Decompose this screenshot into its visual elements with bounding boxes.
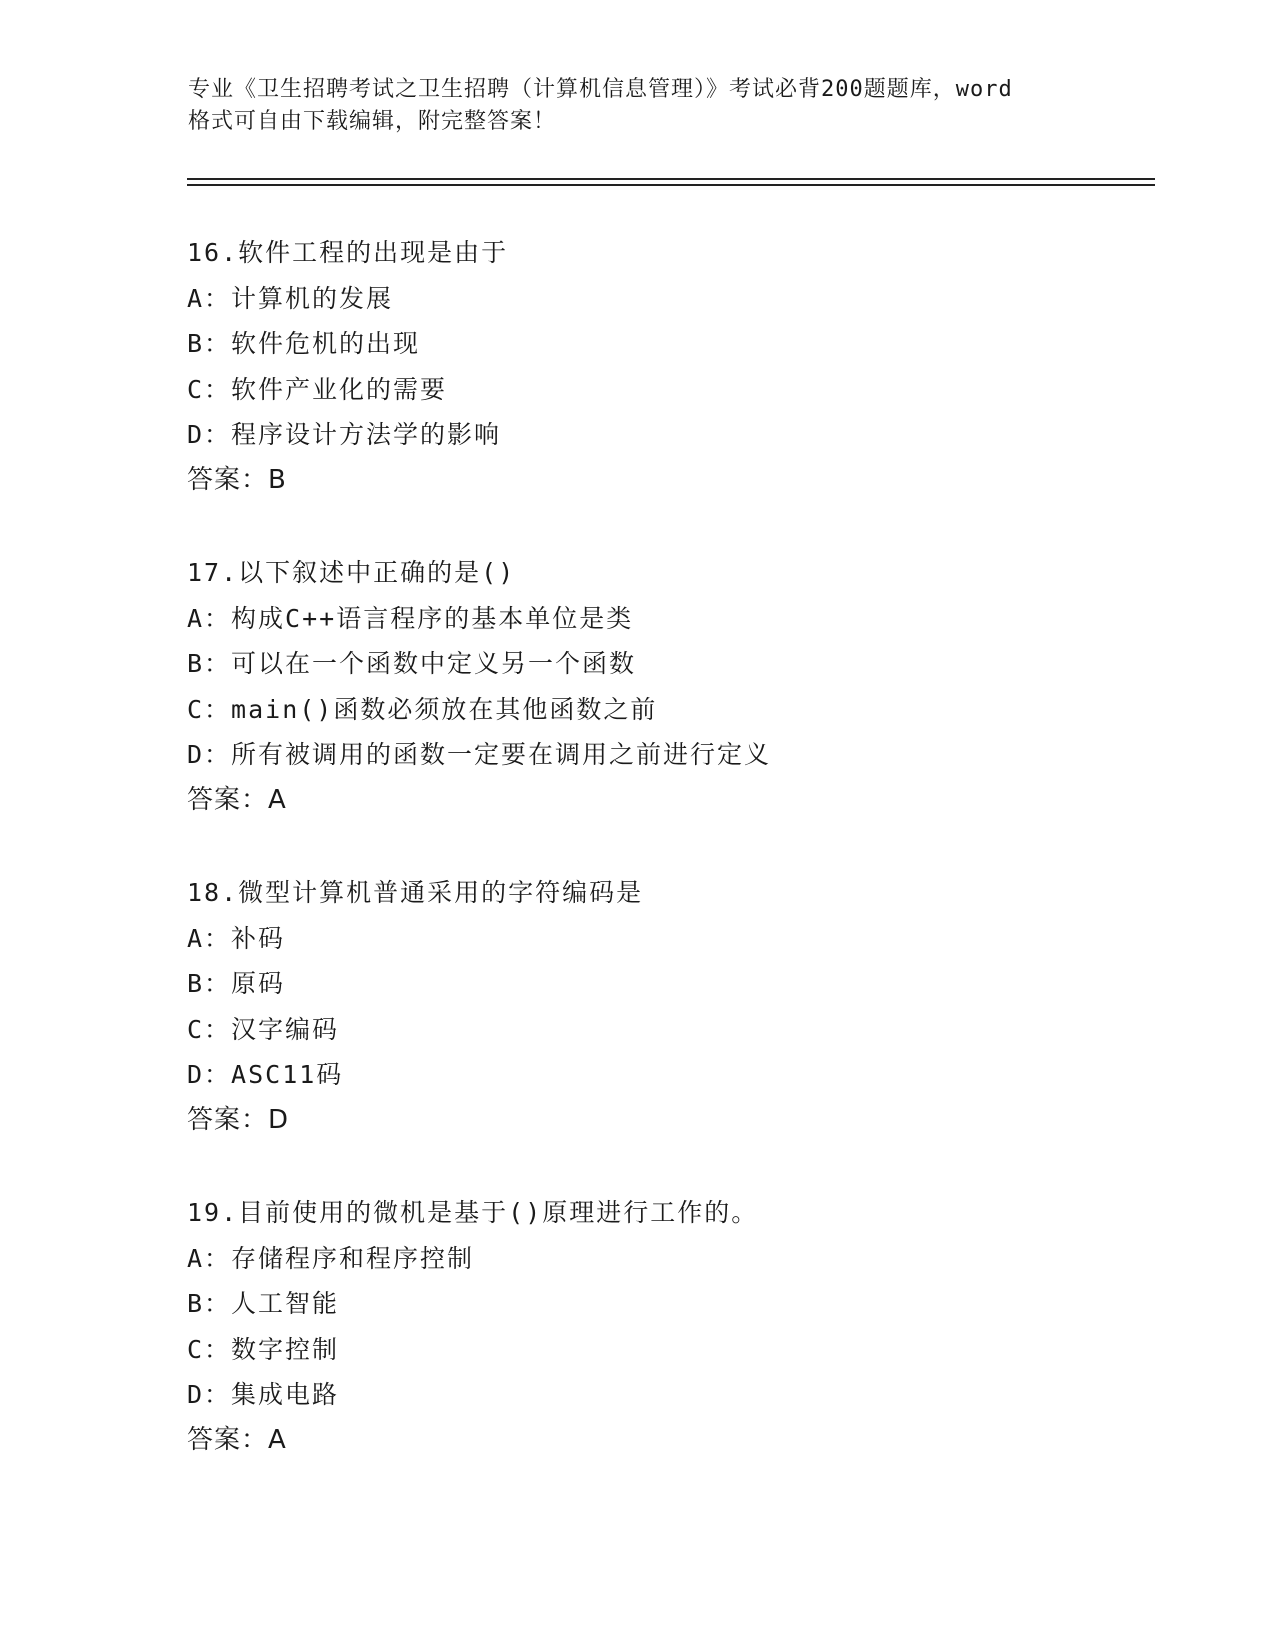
option-c: C：汉字编码 bbox=[187, 1014, 340, 1044]
question-19 bbox=[187, 1190, 1147, 1510]
question-18 bbox=[187, 870, 1147, 1190]
option-b: B：原码 bbox=[187, 969, 286, 998]
document-header bbox=[188, 74, 1088, 138]
option-d: D：集成电路 bbox=[187, 1380, 340, 1409]
option-b: B：人工智能 bbox=[187, 1289, 340, 1318]
question-stem: 17.以下叙述中正确的是() bbox=[187, 558, 516, 587]
question-17 bbox=[187, 550, 1147, 870]
question-16 bbox=[187, 230, 1147, 550]
option-a: A：补码 bbox=[187, 923, 286, 953]
header-title-line-1: 专业《卫生招聘考试之卫生招聘（计算机信息管理）》考试必背200题题库，word bbox=[188, 77, 1013, 102]
answer: 答案：D bbox=[187, 1104, 290, 1135]
option-d: D：所有被调用的函数一定要在调用之前进行定义 bbox=[187, 740, 772, 769]
answer: 答案：A bbox=[187, 784, 287, 815]
option-a: A：构成C++语言程序的基本单位是类 bbox=[187, 603, 634, 633]
option-d: D：ASC11码 bbox=[187, 1060, 344, 1089]
option-a: A：计算机的发展 bbox=[187, 283, 394, 313]
option-c: C：数字控制 bbox=[187, 1334, 340, 1364]
answer: 答案：A bbox=[187, 1424, 287, 1455]
option-c: C：软件产业化的需要 bbox=[187, 374, 448, 404]
question-stem: 19.目前使用的微机是基于()原理进行工作的。 bbox=[187, 1198, 759, 1227]
answer: 答案：B bbox=[187, 464, 287, 495]
option-b: B：可以在一个函数中定义另一个函数 bbox=[187, 649, 637, 678]
option-a: A：存储程序和程序控制 bbox=[187, 1243, 475, 1273]
question-list bbox=[187, 230, 1147, 1510]
option-b: B：软件危机的出现 bbox=[187, 329, 421, 358]
question-stem: 16.软件工程的出现是由于 bbox=[187, 238, 509, 267]
header-divider-top bbox=[187, 178, 1155, 180]
question-stem: 18.微型计算机普通采用的字符编码是 bbox=[187, 878, 644, 907]
header-title-line-2: 格式可自由下载编辑，附完整答案！ bbox=[188, 109, 557, 134]
header-divider-bottom bbox=[187, 184, 1155, 186]
option-c: C：main()函数必须放在其他函数之前 bbox=[187, 694, 658, 724]
option-d: D：程序设计方法学的影响 bbox=[187, 420, 502, 449]
